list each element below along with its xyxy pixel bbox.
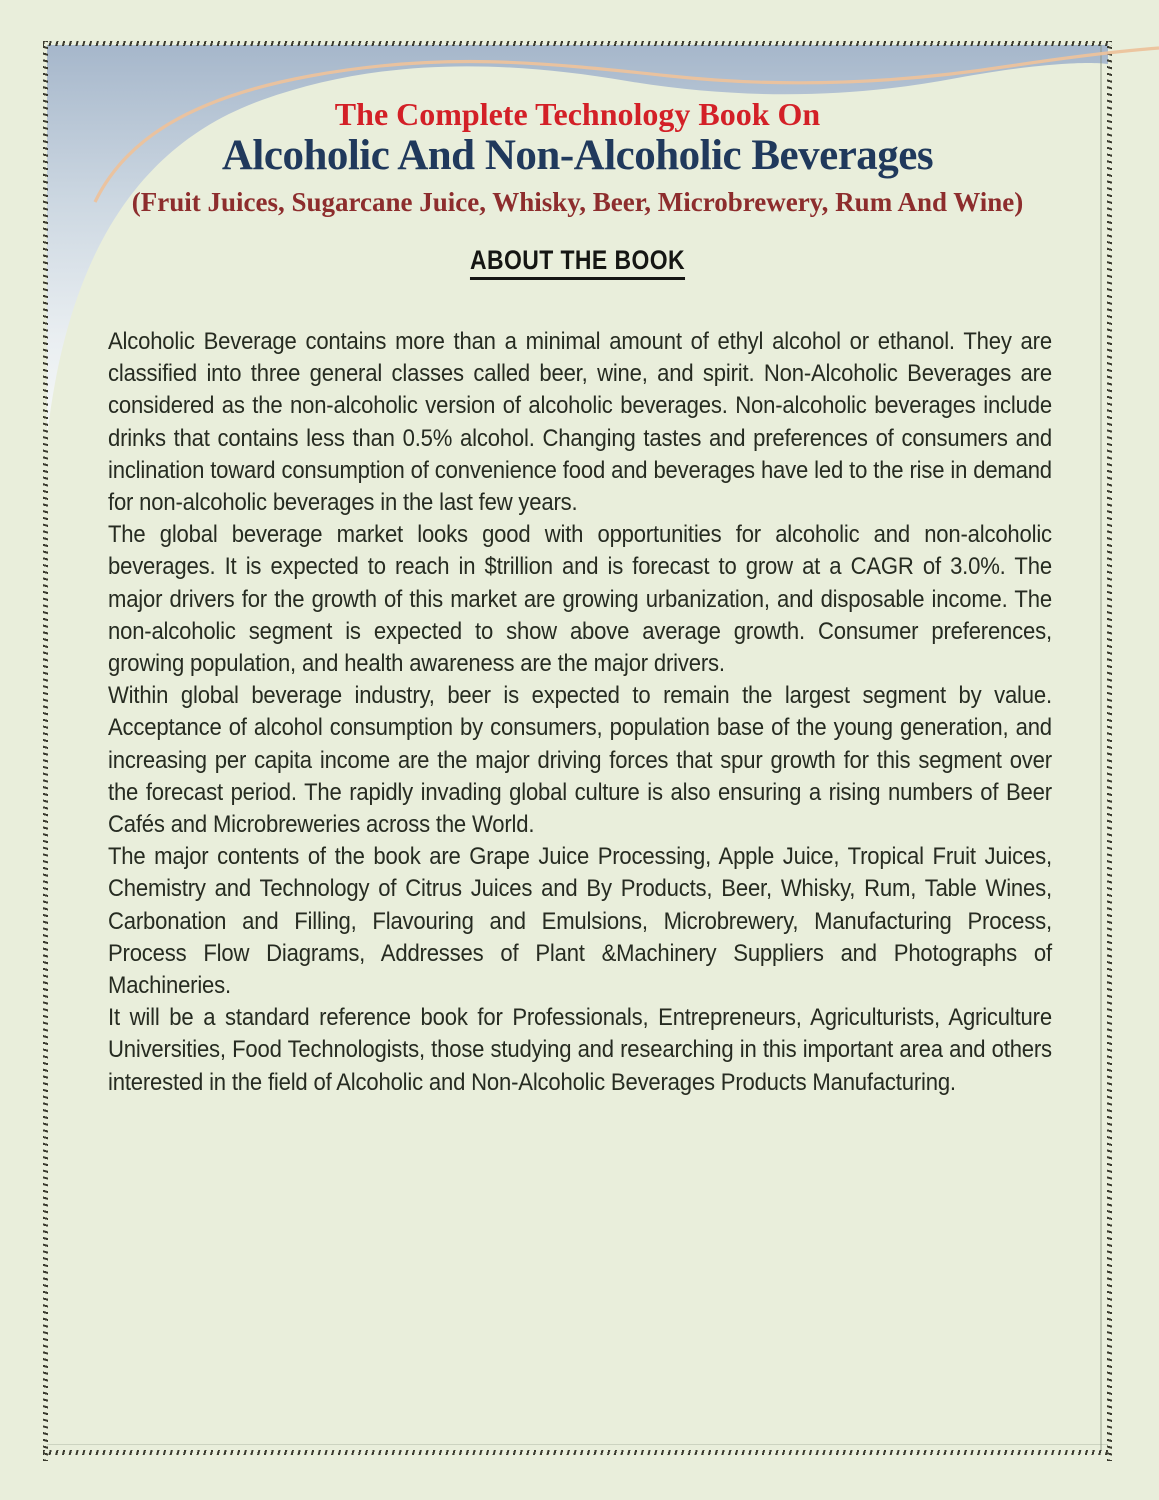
section-heading-about-the-book: ABOUT THE BOOK [470,247,685,280]
stitched-border-left [43,41,48,1461]
page-content [47,45,1108,1451]
paragraph-contents: The major contents of the book are Grape Juice Processing, Apple Juice, Tropical Fruit Juices, Chemistry and Technology of Citrus Juices and By Products, Beer, Whisky, Rum, Table Wines, Carbonation and Filling, Flavouring and Emulsions, Microbrewery, Manufacturing Process, Process Flow Diagrams, Addresses of Plant &Machinery Suppliers and Photographs of Machineries. [108,843,1052,1000]
paragraph-market: The global beverage market looks good with opportunities for alcoholic and non-alcoholic beverages. It is expected to reach in $trillion and is forecast to grow at a CAGR of 3.0%. The major drivers for the growth of this market are growing urbanization, and disposable income. The non-alcoholic segment is expected to show above average growth. Consumer preferences, growing population, and health awareness are the major drivers. [108,521,1052,678]
stitched-border-frame [47,45,1108,1451]
paragraph-beer-segment: Within global beverage industry, beer is expected to remain the largest segment by value. Acceptance of alcohol consumption by consumers, population base of the young generation, and increasing per capita income are the major driving forces that spur growth for this segment over the forecast period. The rapidly invading global culture is also ensuring a rising numbers of Beer Cafés and Microbreweries across the World. [108,682,1052,839]
stitched-border-top [43,41,1112,46]
stitched-border-bottom [43,1450,1112,1455]
series-title: The Complete Technology Book On [334,96,821,132]
title-block [47,45,1108,280]
scan-artifact-line-bottom [47,1444,1108,1445]
book-title: Alcoholic And Non-Alcoholic Beverages [221,132,934,179]
paragraph-audience: It will be a standard reference book for Professionals, Entrepreneurs, Agriculturists, Agriculture Universities, Food Technologists, those studying and researching in this important area and others interested in the field of Alcoholic and Non-Alcoholic Beverages Products Manufacturing. [108,1004,1052,1096]
section-heading-row [47,247,1108,280]
stitched-border-right [1107,41,1112,1461]
scan-artifact-line-right [1100,45,1102,1451]
paragraph-overview: Alcoholic Beverage contains more than a minimal amount of ethyl alcohol or ethanol. They are classified into three general classes called beer, wine, and spirit. Non-Alcoholic Beverages are considered as the non-alcoholic version of alcoholic beverages. Non-alcoholic beverages include drinks that contains less than 0.5% alcohol. Changing tastes and preferences of consumers and inclination toward consumption of convenience food and beverages have led to the rise in demand for non-alcoholic beverages in the last few years. [108,328,1052,517]
about-text-block [108,326,1052,1099]
book-subtitle: (Fruit Juices, Sugarcane Juice, Whisky, Beer, Microbrewery, Rum And Wine) [131,187,1024,217]
